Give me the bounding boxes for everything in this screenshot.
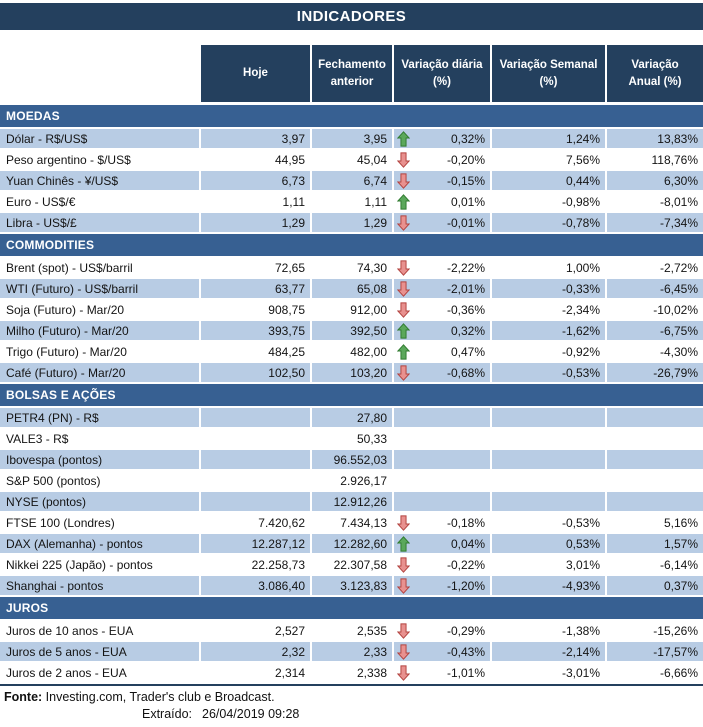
cell-hoje — [201, 492, 310, 511]
row-label: Milho (Futuro) - Mar/20 — [0, 321, 199, 340]
cell-variacao-anual — [607, 429, 703, 448]
arrow-up-icon — [397, 194, 410, 210]
cell-variacao-semanal: -4,93% — [492, 576, 605, 595]
table-row — [0, 471, 703, 490]
cell-fechamento-anterior: 27,80 — [312, 408, 392, 427]
cell-variacao-diaria — [394, 513, 490, 532]
cell-fechamento-anterior: 3,95 — [312, 129, 392, 148]
arrow-up-icon — [397, 131, 410, 147]
cell-variacao-diaria — [394, 450, 490, 469]
row-label: Libra - US$/£ — [0, 213, 199, 232]
cell-variacao-diaria-value: -0,22% — [446, 557, 485, 572]
row-label: Soja (Futuro) - Mar/20 — [0, 300, 199, 319]
row-label: Juros de 5 anos - EUA — [0, 642, 199, 661]
cell-hoje: 3.086,40 — [201, 576, 310, 595]
cell-hoje: 1,11 — [201, 192, 310, 211]
cell-variacao-diaria — [394, 192, 490, 211]
column-header-variacao-anual: Variação Anual (%) — [607, 45, 703, 102]
table-row — [0, 642, 703, 661]
cell-variacao-diaria — [394, 534, 490, 553]
table-row — [0, 576, 703, 595]
cell-hoje: 2,32 — [201, 642, 310, 661]
cell-variacao-diaria-value: -0,68% — [446, 365, 485, 380]
cell-fechamento-anterior: 12.282,60 — [312, 534, 392, 553]
cell-hoje: 7.420,62 — [201, 513, 310, 532]
section-title: JUROS — [6, 601, 49, 615]
cell-fechamento-anterior: 482,00 — [312, 342, 392, 361]
cell-fechamento-anterior: 22.307,58 — [312, 555, 392, 574]
cell-variacao-diaria-value: 0,32% — [450, 131, 485, 146]
cell-variacao-anual: -6,66% — [607, 663, 703, 682]
table-row — [0, 279, 703, 298]
cell-hoje — [201, 471, 310, 490]
cell-variacao-semanal: 1,00% — [492, 258, 605, 277]
cell-variacao-semanal: -2,14% — [492, 642, 605, 661]
section-header — [0, 384, 703, 406]
cell-fechamento-anterior: 2,535 — [312, 621, 392, 640]
row-label: Juros de 10 anos - EUA — [0, 621, 199, 640]
cell-variacao-anual — [607, 450, 703, 469]
cell-hoje: 2,314 — [201, 663, 310, 682]
cell-variacao-diaria — [394, 363, 490, 382]
cell-hoje: 102,50 — [201, 363, 310, 382]
row-label: Café (Futuro) - Mar/20 — [0, 363, 199, 382]
cell-variacao-anual — [607, 408, 703, 427]
row-label: Shanghai - pontos — [0, 576, 199, 595]
cell-hoje — [201, 450, 310, 469]
cell-fechamento-anterior: 2.926,17 — [312, 471, 392, 490]
cell-variacao-diaria-value: -0,20% — [446, 152, 485, 167]
bottom-rule — [0, 684, 703, 686]
cell-variacao-semanal: -0,98% — [492, 192, 605, 211]
cell-variacao-diaria — [394, 129, 490, 148]
cell-variacao-anual: -2,72% — [607, 258, 703, 277]
cell-variacao-diaria-value: 0,01% — [450, 194, 485, 209]
row-label: Brent (spot) - US$/barril — [0, 258, 199, 277]
cell-hoje: 2,527 — [201, 621, 310, 640]
cell-variacao-semanal: -0,33% — [492, 279, 605, 298]
cell-fechamento-anterior: 65,08 — [312, 279, 392, 298]
cell-variacao-anual: -6,75% — [607, 321, 703, 340]
title-bar — [0, 3, 703, 30]
cell-variacao-diaria-value: -0,36% — [446, 302, 485, 317]
row-label: Euro - US$/€ — [0, 192, 199, 211]
cell-variacao-anual: -6,45% — [607, 279, 703, 298]
cell-hoje: 22.258,73 — [201, 555, 310, 574]
cell-variacao-semanal: 1,24% — [492, 129, 605, 148]
cell-variacao-semanal: -1,38% — [492, 621, 605, 640]
row-label: S&P 500 (pontos) — [0, 471, 199, 490]
cell-hoje — [201, 408, 310, 427]
row-label: Juros de 2 anos - EUA — [0, 663, 199, 682]
cell-variacao-semanal: -0,53% — [492, 513, 605, 532]
cell-variacao-anual: -17,57% — [607, 642, 703, 661]
cell-hoje: 3,97 — [201, 129, 310, 148]
cell-variacao-anual: 5,16% — [607, 513, 703, 532]
table-row — [0, 300, 703, 319]
cell-variacao-anual: -10,02% — [607, 300, 703, 319]
cell-variacao-anual: 1,57% — [607, 534, 703, 553]
extracted-line — [0, 706, 703, 723]
cell-variacao-diaria-value: -0,43% — [446, 644, 485, 659]
cell-variacao-semanal: -1,62% — [492, 321, 605, 340]
column-header-variacao-semanal: Variação Semanal (%) — [492, 45, 605, 102]
table-row — [0, 555, 703, 574]
arrow-down-icon — [397, 557, 410, 573]
cell-fechamento-anterior: 912,00 — [312, 300, 392, 319]
cell-variacao-semanal: -2,34% — [492, 300, 605, 319]
column-headers — [0, 45, 703, 102]
section-header — [0, 105, 703, 127]
row-label: FTSE 100 (Londres) — [0, 513, 199, 532]
cell-fechamento-anterior: 45,04 — [312, 150, 392, 169]
extracted-label: Extraído: — [142, 707, 193, 721]
cell-fechamento-anterior: 1,11 — [312, 192, 392, 211]
cell-variacao-diaria — [394, 258, 490, 277]
table-row — [0, 363, 703, 382]
table-row — [0, 513, 703, 532]
table-row — [0, 429, 703, 448]
table-row — [0, 171, 703, 190]
column-header-hoje: Hoje — [201, 45, 310, 102]
cell-variacao-diaria — [394, 642, 490, 661]
cell-hoje: 6,73 — [201, 171, 310, 190]
cell-hoje: 393,75 — [201, 321, 310, 340]
cell-variacao-diaria — [394, 300, 490, 319]
row-label: Dólar - R$/US$ — [0, 129, 199, 148]
cell-variacao-semanal: -0,53% — [492, 363, 605, 382]
cell-variacao-diaria — [394, 321, 490, 340]
extracted-timestamp: 26/04/2019 09:28 — [202, 707, 300, 721]
source-label: Fonte: — [4, 690, 43, 704]
cell-variacao-diaria — [394, 408, 490, 427]
cell-variacao-semanal: -0,92% — [492, 342, 605, 361]
source-text: Investing.com, Trader's club e Broadcast. — [42, 690, 275, 704]
cell-variacao-diaria — [394, 663, 490, 682]
header-spacer — [0, 45, 199, 102]
table-row — [0, 192, 703, 211]
cell-variacao-semanal: 0,44% — [492, 171, 605, 190]
cell-variacao-anual: 118,76% — [607, 150, 703, 169]
row-label: Ibovespa (pontos) — [0, 450, 199, 469]
cell-variacao-anual: 13,83% — [607, 129, 703, 148]
arrow-down-icon — [397, 173, 410, 189]
row-label: Trigo (Futuro) - Mar/20 — [0, 342, 199, 361]
cell-variacao-anual — [607, 492, 703, 511]
table-row — [0, 534, 703, 553]
cell-hoje: 12.287,12 — [201, 534, 310, 553]
footer — [0, 689, 703, 723]
cell-variacao-diaria — [394, 492, 490, 511]
cell-variacao-semanal — [492, 492, 605, 511]
row-label: VALE3 - R$ — [0, 429, 199, 448]
cell-fechamento-anterior: 2,33 — [312, 642, 392, 661]
cell-variacao-diaria — [394, 171, 490, 190]
cell-variacao-semanal — [492, 429, 605, 448]
cell-variacao-anual: -8,01% — [607, 192, 703, 211]
cell-variacao-diaria-value: -0,29% — [446, 623, 485, 638]
arrow-down-icon — [397, 365, 410, 381]
arrow-up-icon — [397, 323, 410, 339]
cell-variacao-diaria — [394, 621, 490, 640]
cell-variacao-diaria — [394, 471, 490, 490]
cell-variacao-anual: -26,79% — [607, 363, 703, 382]
cell-variacao-diaria — [394, 279, 490, 298]
cell-hoje — [201, 429, 310, 448]
cell-variacao-diaria-value: -2,01% — [446, 281, 485, 296]
cell-variacao-semanal: -3,01% — [492, 663, 605, 682]
cell-hoje: 484,25 — [201, 342, 310, 361]
table-row — [0, 129, 703, 148]
cell-fechamento-anterior: 7.434,13 — [312, 513, 392, 532]
cell-variacao-anual: 0,37% — [607, 576, 703, 595]
cell-variacao-diaria — [394, 555, 490, 574]
table-row — [0, 213, 703, 232]
arrow-down-icon — [397, 302, 410, 318]
column-header-fechamento-anterior: Fechamento anterior — [312, 45, 392, 102]
table-row — [0, 258, 703, 277]
cell-variacao-anual: -6,14% — [607, 555, 703, 574]
cell-variacao-diaria — [394, 429, 490, 448]
section-title: BOLSAS E AÇÕES — [6, 388, 116, 402]
cell-variacao-semanal — [492, 450, 605, 469]
cell-variacao-anual: -15,26% — [607, 621, 703, 640]
row-label: Yuan Chinês - ¥/US$ — [0, 171, 199, 190]
cell-hoje: 1,29 — [201, 213, 310, 232]
cell-variacao-diaria — [394, 213, 490, 232]
cell-hoje: 44,95 — [201, 150, 310, 169]
cell-fechamento-anterior: 96.552,03 — [312, 450, 392, 469]
cell-fechamento-anterior: 103,20 — [312, 363, 392, 382]
table-row — [0, 342, 703, 361]
cell-variacao-diaria — [394, 576, 490, 595]
arrow-down-icon — [397, 152, 410, 168]
section-title: COMMODITIES — [6, 238, 95, 252]
arrow-down-icon — [397, 215, 410, 231]
cell-variacao-anual: -4,30% — [607, 342, 703, 361]
section-header — [0, 234, 703, 256]
table-row — [0, 663, 703, 682]
arrow-down-icon — [397, 665, 410, 681]
cell-variacao-semanal: 7,56% — [492, 150, 605, 169]
source-line — [0, 689, 703, 706]
arrow-down-icon — [397, 515, 410, 531]
table-body — [0, 105, 703, 682]
row-label: NYSE (pontos) — [0, 492, 199, 511]
cell-variacao-anual: 6,30% — [607, 171, 703, 190]
cell-variacao-anual: -7,34% — [607, 213, 703, 232]
arrow-up-icon — [397, 344, 410, 360]
cell-hoje: 72,65 — [201, 258, 310, 277]
cell-variacao-diaria-value: -2,22% — [446, 260, 485, 275]
cell-fechamento-anterior: 1,29 — [312, 213, 392, 232]
table-row — [0, 321, 703, 340]
column-header-variacao-diaria: Variação diária (%) — [394, 45, 490, 102]
cell-variacao-semanal: 3,01% — [492, 555, 605, 574]
cell-variacao-semanal — [492, 408, 605, 427]
cell-variacao-diaria — [394, 150, 490, 169]
cell-variacao-semanal: 0,53% — [492, 534, 605, 553]
cell-variacao-diaria-value: -1,20% — [446, 578, 485, 593]
row-label: PETR4 (PN) - R$ — [0, 408, 199, 427]
cell-fechamento-anterior: 12.912,26 — [312, 492, 392, 511]
cell-hoje: 908,75 — [201, 300, 310, 319]
cell-variacao-diaria-value: 0,47% — [450, 344, 485, 359]
cell-variacao-anual — [607, 471, 703, 490]
cell-fechamento-anterior: 74,30 — [312, 258, 392, 277]
cell-variacao-diaria-value: 0,04% — [450, 536, 485, 551]
arrow-down-icon — [397, 644, 410, 660]
section-header — [0, 597, 703, 619]
cell-fechamento-anterior: 2,338 — [312, 663, 392, 682]
table-row — [0, 621, 703, 640]
table-row — [0, 408, 703, 427]
cell-variacao-diaria-value: 0,32% — [450, 323, 485, 338]
cell-hoje: 63,77 — [201, 279, 310, 298]
arrow-down-icon — [397, 623, 410, 639]
row-label: WTI (Futuro) - US$/barril — [0, 279, 199, 298]
page-title: INDICADORES — [296, 8, 407, 25]
cell-fechamento-anterior: 50,33 — [312, 429, 392, 448]
cell-variacao-diaria-value: -0,01% — [446, 215, 485, 230]
table-row — [0, 492, 703, 511]
table-row — [0, 450, 703, 469]
row-label: Peso argentino - $/US$ — [0, 150, 199, 169]
cell-variacao-diaria-value: -0,15% — [446, 173, 485, 188]
arrow-up-icon — [397, 536, 410, 552]
cell-fechamento-anterior: 6,74 — [312, 171, 392, 190]
cell-variacao-diaria-value: -0,18% — [446, 515, 485, 530]
arrow-down-icon — [397, 578, 410, 594]
cell-fechamento-anterior: 3.123,83 — [312, 576, 392, 595]
table-row — [0, 150, 703, 169]
row-label: DAX (Alemanha) - pontos — [0, 534, 199, 553]
arrow-down-icon — [397, 260, 410, 276]
cell-variacao-diaria — [394, 342, 490, 361]
cell-fechamento-anterior: 392,50 — [312, 321, 392, 340]
row-label: Nikkei 225 (Japão) - pontos — [0, 555, 199, 574]
arrow-down-icon — [397, 281, 410, 297]
cell-variacao-diaria-value: -1,01% — [446, 665, 485, 680]
cell-variacao-semanal: -0,78% — [492, 213, 605, 232]
cell-variacao-semanal — [492, 471, 605, 490]
section-title: MOEDAS — [6, 109, 60, 123]
